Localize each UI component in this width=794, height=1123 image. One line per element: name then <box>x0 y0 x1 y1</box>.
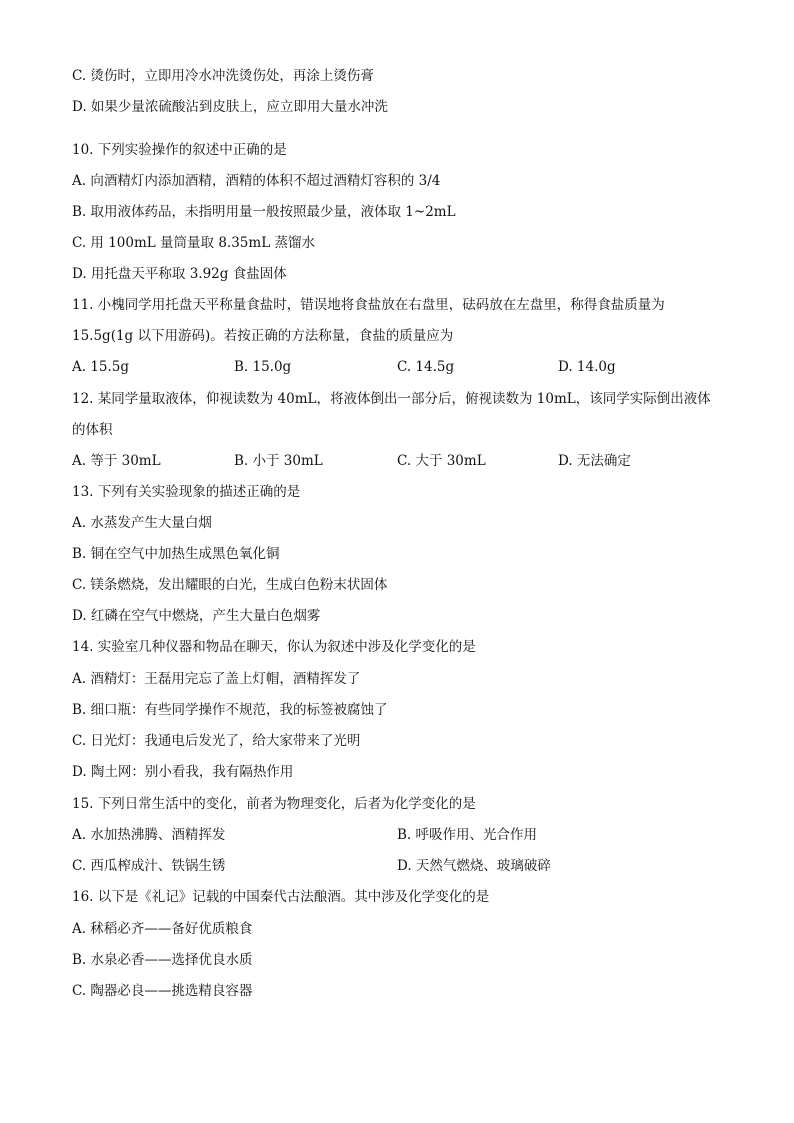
q11-stem-line1: 11. 小槐同学用托盘天平称量食盐时，错误地将食盐放在右盘里，砝码放在左盘里，称得食盐质量为 <box>72 297 665 313</box>
q11-option-a: A. 15.5g <box>72 359 130 375</box>
q15-option-a: A. 水加热沸腾、酒精挥发 <box>72 827 226 843</box>
q11-options <box>72 358 732 376</box>
q14-option-b: B. 细口瓶：有些同学操作不规范，我的标签被腐蚀了 <box>72 702 388 718</box>
q10-option-c: C. 用 100mL 量筒量取 8.35mL 蒸馏水 <box>72 235 315 251</box>
q10-stem: 10. 下列实验操作的叙述中正确的是 <box>72 142 287 158</box>
q12-option-b: B. 小于 30mL <box>234 453 323 469</box>
q10-option-d: D. 用托盘天平称取 3.92g 食盐固体 <box>72 266 287 282</box>
q13-option-c: C. 镁条燃烧，发出耀眼的白光，生成白色粉末状固体 <box>72 577 388 593</box>
q16-stem: 16. 以下是《礼记》记载的中国秦代古法酿酒。其中涉及化学变化的是 <box>72 889 490 905</box>
q12-option-d: D. 无法确定 <box>558 453 631 469</box>
q12-option-a: A. 等于 30mL <box>72 453 161 469</box>
q15-options-row1 <box>72 826 732 844</box>
q16-option-c: C. 陶器必良——挑选精良容器 <box>72 983 253 999</box>
q12-option-c: C. 大于 30mL <box>397 453 486 469</box>
q11-option-b: B. 15.0g <box>234 359 292 375</box>
q15-options-row2 <box>72 857 732 875</box>
q14-option-d: D. 陶土网：别小看我，我有隔热作用 <box>72 764 294 780</box>
q14-stem: 14. 实验室几种仪器和物品在聊天，你认为叙述中涉及化学变化的是 <box>72 639 476 655</box>
q13-option-a: A. 水蒸发产生大量白烟 <box>72 515 212 531</box>
q10-option-a: A. 向酒精灯内添加酒精，酒精的体积不超过酒精灯容积的 3/4 <box>72 173 441 189</box>
q12-options <box>72 452 732 470</box>
q14-option-a: A. 酒精灯：王磊用完忘了盖上灯帽，酒精挥发了 <box>72 671 361 687</box>
q12-stem-line2: 的体积 <box>72 422 113 438</box>
q9-option-c: C. 烫伤时，立即用冷水冲洗烫伤处，再涂上烫伤膏 <box>72 68 374 84</box>
q9-option-d: D. 如果少量浓硫酸沾到皮肤上，应立即用大量水冲洗 <box>72 99 388 115</box>
q15-option-c: C. 西瓜榨成汁、铁锅生锈 <box>72 858 226 874</box>
q13-stem: 13. 下列有关实验现象的描述正确的是 <box>72 484 301 500</box>
q13-option-b: B. 铜在空气中加热生成黑色氧化铜 <box>72 546 280 562</box>
q15-option-d: D. 天然气燃烧、玻璃破碎 <box>397 858 551 874</box>
q14-option-c: C. 日光灯：我通电后发光了，给大家带来了光明 <box>72 733 361 749</box>
q13-option-d: D. 红磷在空气中燃烧，产生大量白色烟雾 <box>72 608 321 624</box>
q16-option-b: B. 水泉必香——选择优良水质 <box>72 952 253 968</box>
q10-option-b: B. 取用液体药品，未指明用量一般按照最少量，液体取 1~2mL <box>72 204 456 220</box>
q11-option-c: C. 14.5g <box>397 359 455 375</box>
q15-stem: 15. 下列日常生活中的变化，前者为物理变化，后者为化学变化的是 <box>72 796 476 812</box>
q12-stem-line1: 12. 某同学量取液体，仰视读数为 40mL，将液体倒出一部分后，俯视读数为 10mL，该同学实际倒出液体 <box>72 391 711 407</box>
q15-option-b: B. 呼吸作用、光合作用 <box>397 827 538 843</box>
q11-option-d: D. 14.0g <box>558 359 616 375</box>
q16-option-a: A. 秫稻必齐——备好优质粮食 <box>72 921 253 937</box>
q11-stem-line2: 15.5g(1g 以下用游码)。若按正确的方法称量，食盐的质量应为 <box>72 328 454 344</box>
